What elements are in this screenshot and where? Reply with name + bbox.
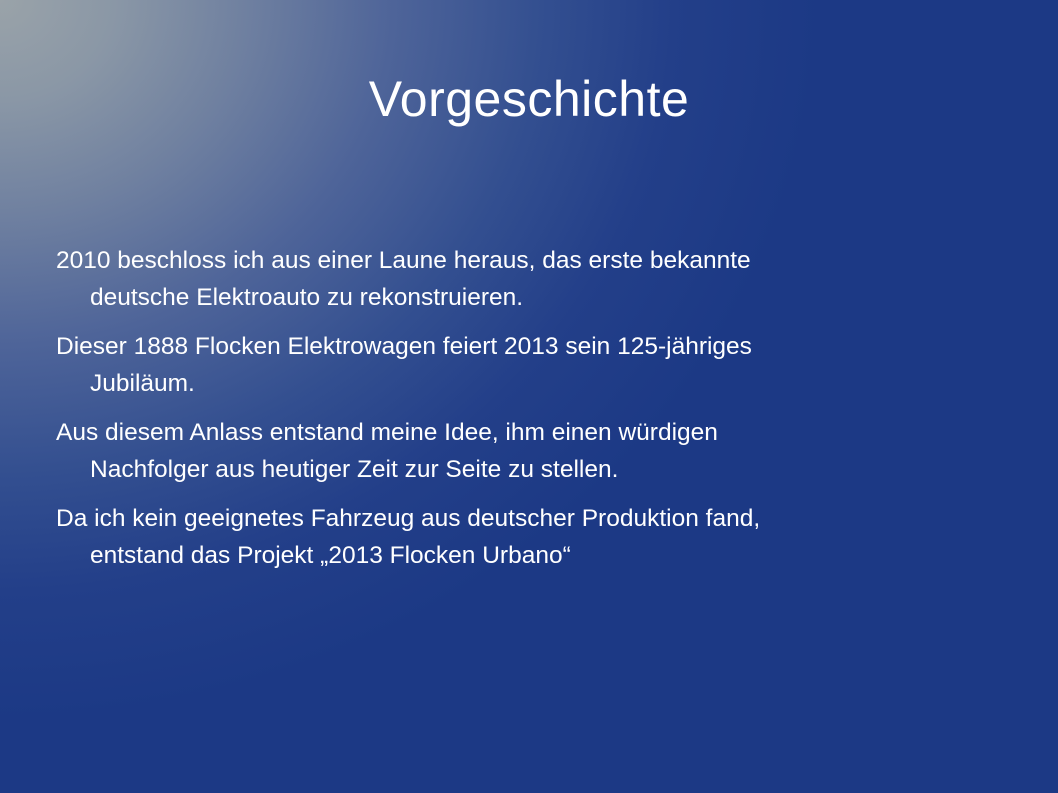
paragraph-4 (56, 500, 1016, 574)
paragraph-3 (56, 414, 1016, 488)
slide-title: Vorgeschichte (368, 71, 690, 127)
paragraph-4-line-1: Da ich kein geeignetes Fahrzeug aus deutscher Produktion fand, (56, 505, 761, 532)
paragraph-1-line-1: 2010 beschloss ich aus einer Laune heraus, das erste bekannte (56, 247, 751, 274)
paragraph-1-line-2: deutsche Elektroauto zu rekonstruieren. (90, 284, 524, 311)
paragraph-2-line-1: Dieser 1888 Flocken Elektrowagen feiert 2013 sein 125-jähriges (56, 333, 752, 360)
paragraph-3-line-2: Nachfolger aus heutiger Zeit zur Seite zu stellen. (90, 456, 619, 483)
paragraph-3-line-1: Aus diesem Anlass entstand meine Idee, ihm einen würdigen (56, 419, 718, 446)
paragraph-1 (56, 242, 1016, 316)
paragraph-4-line-2: entstand das Projekt „2013 Flocken Urbano“ (90, 542, 571, 569)
slide-body (56, 242, 1016, 586)
paragraph-2 (56, 328, 1016, 402)
paragraph-2-line-2: Jubiläum. (90, 370, 195, 397)
